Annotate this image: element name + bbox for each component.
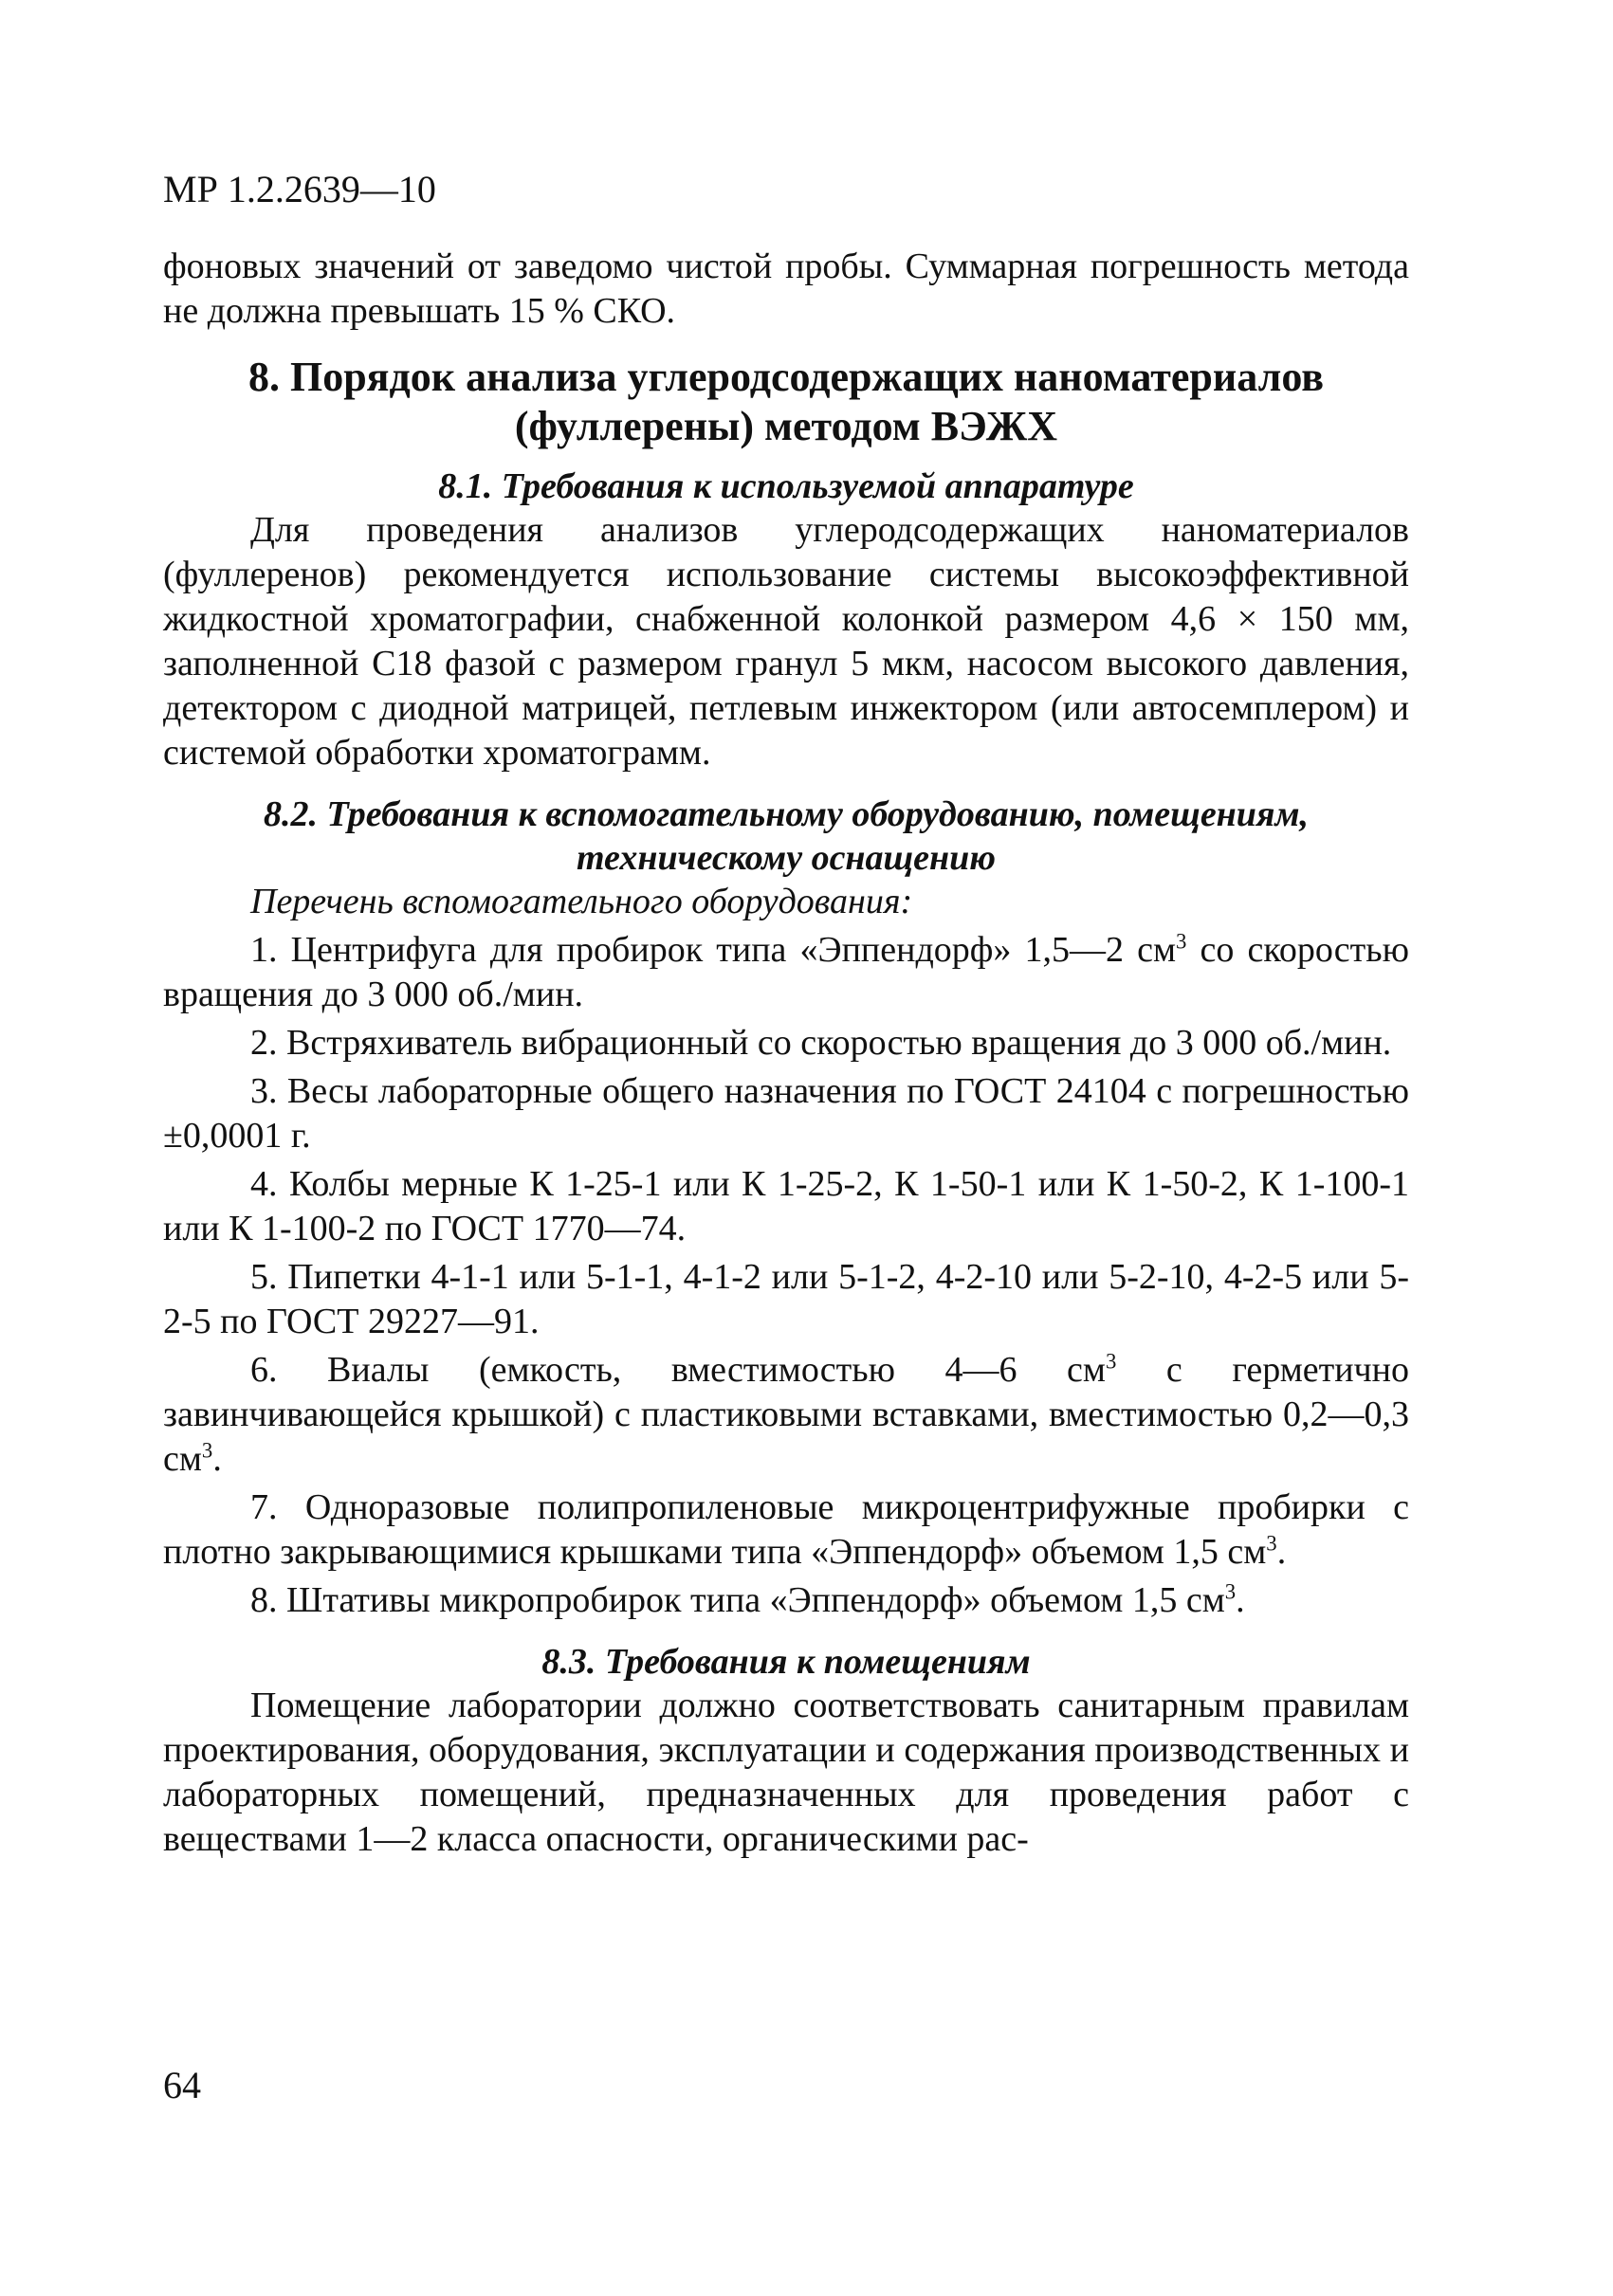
section-8-title-line2: (фуллерены) методом ВЭЖХ xyxy=(514,403,1058,449)
section-8-title-line1: 8. Порядок анализа углеродсодержащих наноматериалов xyxy=(247,354,1324,400)
list-item: 8. Штативы микропробирок типа «Эппендорф» объемом 1,5 $см^3$. xyxy=(250,1579,1245,1620)
section-8-3-title: 8.3. Требования к помещениям xyxy=(541,1642,1031,1682)
list-item: 2. Встряхиватель вибрационный со скоростью вращения до 3 000 об./мин. xyxy=(250,1023,1392,1063)
page-content xyxy=(163,245,1409,1862)
section-8-1-title: 8.1. Требования к используемой аппаратуре xyxy=(438,466,1134,506)
page-number: 64 xyxy=(163,2064,201,2106)
list-item: 4. Колбы мерные К 1-25-1 или К 1-25-2, К 1-50-1 или К 1-50-2, К 1-100-1 или К 1-100-2 по ГОСТ 1770—74. xyxy=(163,1164,1409,1248)
equipment-list-title: Перечень вспомогательного оборудования: xyxy=(250,882,913,921)
section-8-3-body: Помещение лаборатории должно соответствовать санитарным правилам проектирования, оборудования, эксплуатации и содержания производственных и лабораторных помещений, предназначенных для проведения работ с веществами 1—2 класса опасности, органическими рас- xyxy=(163,1686,1409,1859)
section-8-title xyxy=(163,353,1409,451)
section-8-2-title-line1: 8.2. Требования к вспомогательному оборудованию, помещениям, xyxy=(263,794,1310,834)
document-id: МР 1.2.2639—10 xyxy=(163,168,436,210)
list-item: 7. Одноразовые полипропиленовые микроцентрифужные пробирки с плотно закрывающимися крышками типа «Эппендорф» объемом 1,5 $см^3$. xyxy=(163,1487,1409,1572)
section-8-1-body: Для проведения анализов углеродсодержащих наноматериалов (фуллеренов) рекомендуется использование системы высокоэффективной жидкостной хроматографии, снабженной колонкой размером 4,6 × 150 мм, заполненной С18 фазой с размером гранул 5 мкм, насосом высокого давления, детектором с диодной матрицей, петлевым инжектором (или автосемплером) и системой обработки хроматограмм. xyxy=(163,510,1409,773)
section-8-2-title xyxy=(163,793,1409,880)
list-item: 5. Пипетки 4-1-1 или 5-1-1, 4-1-2 или 5-1-2, 4-2-10 или 5-2-10, 4-2-5 или 5-2-5 по ГОСТ 29227—91. xyxy=(163,1257,1409,1341)
section-8-2-title-line2: техническому оснащению xyxy=(576,838,997,878)
list-item: 3. Весы лабораторные общего назначения по ГОСТ 24104 с погрешностью ±0,0001 г. xyxy=(163,1071,1409,1156)
list-item: 1. Центрифуга для пробирок типа «Эппендорф» 1,5—2 $см^3$ со скоростью вращения до 3 000 об./мин. xyxy=(163,929,1409,1014)
intro-paragraph: фоновых значений от заведомо чистой пробы. Суммарная погрешность метода не должна превышать 15 % СКО. xyxy=(163,246,1409,331)
list-item: 6. Виалы (емкость, вместимостью 4—6 $см^3$ с герметично завинчивающейся крышкой) с пластиковыми вставками, вместимостью 0,2—0,3 $см^3$. xyxy=(163,1349,1409,1479)
